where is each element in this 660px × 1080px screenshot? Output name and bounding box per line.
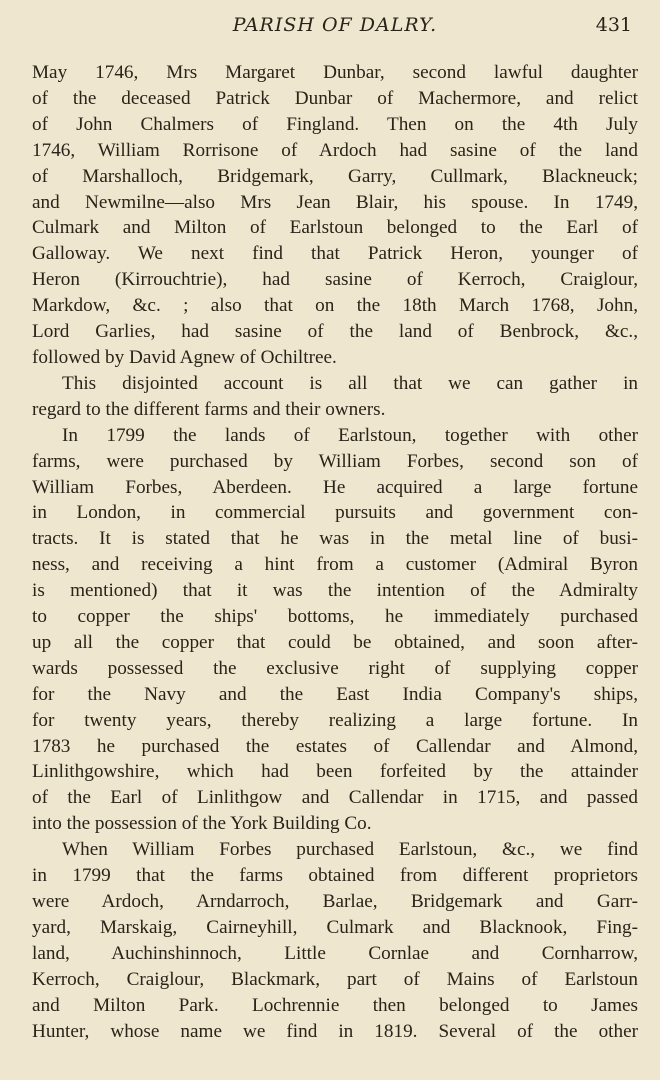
text-line: tracts. It is stated that he was in the metal line of busi- (32, 528, 638, 550)
paragraph (32, 423, 638, 838)
text-line: of John Chalmers of Fingland. Then on the 4th July (32, 113, 638, 135)
paragraph (32, 60, 638, 371)
text-line: and Newmilne—also Mrs Jean Blair, his spouse. In 1749, (32, 191, 638, 213)
text-line: Markdow, &c. ; also that on the 18th March 1768, John, (32, 295, 638, 317)
body-text (32, 60, 638, 1044)
text-line: land, Auchinshinnoch, Little Cornlae and Cornharrow, (32, 942, 638, 964)
text-line: Kerroch, Craiglour, Blackmark, part of Mains of Earlstoun (32, 968, 638, 990)
text-line: in London, in commercial pursuits and government con- (32, 502, 638, 524)
text-line: regard to the different farms and their owners. (32, 398, 386, 420)
text-line: Galloway. We next find that Patrick Heron, younger of (32, 243, 638, 265)
text-line: to copper the ships' bottoms, he immediately purchased (32, 606, 638, 628)
text-line: of Marshalloch, Bridgemark, Garry, Cullmark, Blackneuck; (32, 165, 638, 187)
page-number: 431 (595, 14, 632, 36)
text-line: of the Earl of Linlithgow and Callendar in 1715, and passed (32, 787, 638, 809)
text-line: This disjointed account is all that we can gather in (62, 372, 638, 394)
text-line: into the possession of the York Building Co. (32, 813, 372, 835)
text-line: wards possessed the exclusive right of supplying copper (32, 657, 638, 679)
text-line: for twenty years, thereby realizing a large fortune. In (32, 709, 638, 731)
text-line: in 1799 that the farms obtained from different proprietors (32, 865, 638, 887)
text-line: were Ardoch, Arndarroch, Barlae, Bridgemark and Garr- (32, 891, 638, 912)
page-header (32, 0, 638, 60)
text-line: Hunter, whose name we find in 1819. Several of the other (32, 1020, 638, 1042)
text-line: up all the copper that could be obtained, and soon after- (32, 631, 638, 653)
text-line: When William Forbes purchased Earlstoun, &c., we find (62, 839, 638, 861)
text-line: Linlithgowshire, which had been forfeited by the attainder (32, 761, 638, 783)
text-line: Heron (Kirrouchtrie), had sasine of Kerroch, Craiglour, (32, 269, 638, 291)
text-line: ness, and receiving a hint from a customer (Admiral Byron (32, 554, 638, 576)
running-title: PARISH OF DALRY. (232, 14, 438, 36)
text-line: is mentioned) that it was the intention of the Admiralty (32, 580, 638, 602)
text-line: yard, Marskaig, Cairneyhill, Culmark and Blacknook, Fing- (32, 916, 638, 938)
text-line: farms, were purchased by William Forbes, second son of (32, 450, 638, 472)
text-line: 1783 he purchased the estates of Callendar and Almond, (32, 735, 638, 757)
text-line: May 1746, Mrs Margaret Dunbar, second lawful daughter (32, 62, 638, 83)
text-line: followed by David Agnew of Ochiltree. (32, 346, 337, 368)
text-line: William Forbes, Aberdeen. He acquired a large fortune (32, 476, 638, 498)
text-line: Culmark and Milton of Earlstoun belonged to the Earl of (32, 217, 638, 239)
paragraph (32, 371, 638, 423)
paragraph (32, 837, 638, 1044)
text-line: for the Navy and the East India Company's ships, (32, 683, 638, 705)
text-line: Lord Garlies, had sasine of the land of Benbrock, &c., (32, 321, 638, 343)
text-line: and Milton Park. Lochrennie then belonged to James (32, 994, 638, 1016)
text-line: of the deceased Patrick Dunbar of Machermore, and relict (32, 87, 638, 109)
text-line: 1746, William Rorrisone of Ardoch had sasine of the land (32, 139, 638, 161)
text-line: In 1799 the lands of Earlstoun, together with other (62, 424, 638, 446)
